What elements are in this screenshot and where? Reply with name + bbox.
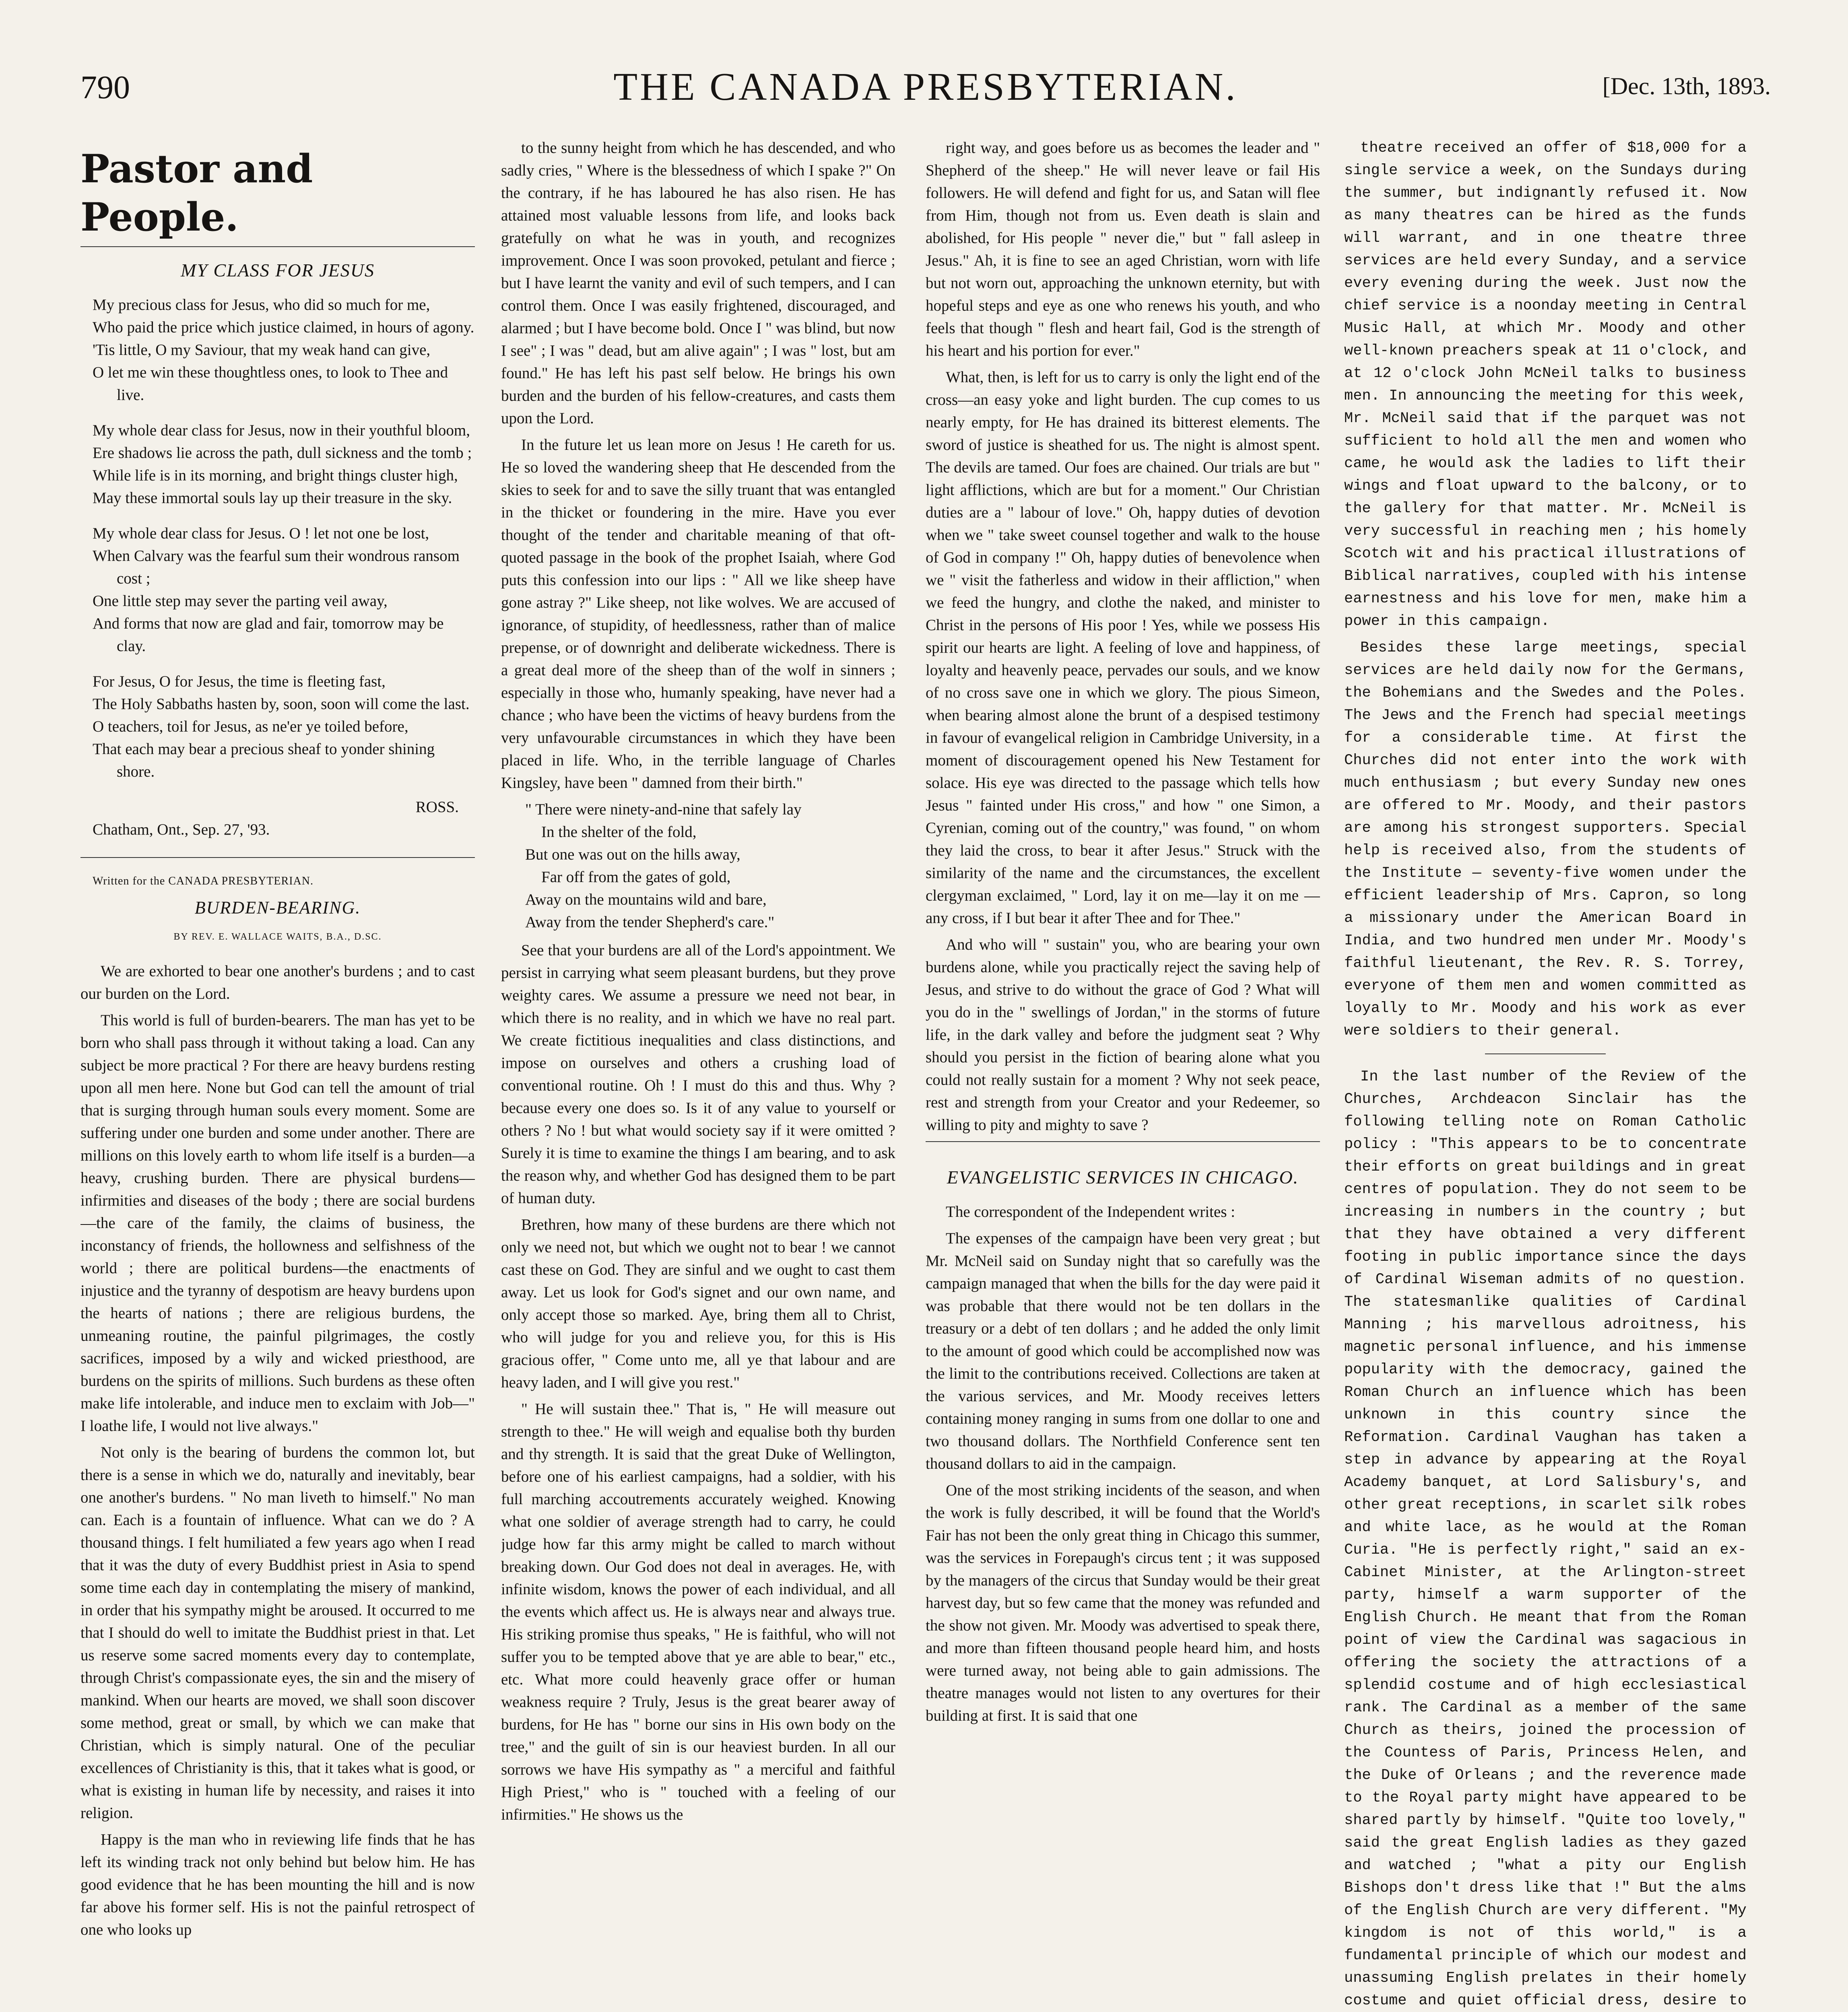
verse-quote — [501, 798, 895, 934]
poem-line: While life is in its morning, and bright things cluster high, — [93, 467, 458, 484]
column-1 — [80, 137, 475, 2012]
divider — [926, 1141, 1320, 1142]
column-3 — [926, 137, 1320, 2012]
verse-line: But one was out on the hills away, — [525, 846, 740, 863]
poem-place: Chatham, Ont., Sep. 27, '93. — [93, 821, 270, 838]
poem-body — [80, 294, 475, 783]
article-body — [1344, 137, 1747, 1042]
poem-line: One little step may sever the parting veil away, — [93, 592, 388, 610]
poem-line: My whole dear class for Jesus. O ! let not one be lost, — [93, 525, 429, 542]
verse-line: Far off from the gates of gold, — [541, 868, 731, 886]
paragraph: Happy is the man who in reviewing life finds that he has left its winding track not only behind but below him. He has good evidence that he has been mounting the hill and is now far above his former self. His is not the painful retrospect of one who looks up — [80, 1831, 475, 1938]
paragraph: See that your burdens are all of the Lord's appointment. We persist in carrying what seem pleasant burdens, but they prove weighty cares. We assume a pressure we need not bear, in which there is no reality, and in which we have no real part. We create fictitious inequalities and class distinctions, and impose on ourselves and others a crushing load of conventional routine. Oh ! I must do this and thus. Why ? because every one does so. Is it of any value to yourself or others ? No ! but what would society say if it were omitted ? Surely it is time to examine the things I am bearing, and to ask the reason why, and whether God has designed them to be part of human duty. — [501, 942, 895, 1207]
paragraph: " He will sustain thee." That is, " He will measure out strength to thee." He will weigh and equalise both thy burden and thy strength. It is said that the great Duke of Wellington, before one of his earliest campaigns, had a soldier, with his full marching accoutrements accurately weighed. Knowing what one soldier of average strength had to carry, he could judge how far this army might be called to march without breaking down. Our God does not deal in averages. He, with infinite wisdom, knows the power of each individual, and all the events which affect us. He is always near and always true. His striking promise thus speaks, " He is faithful, who will not suffer you to be tempted above that ye are able to bear," etc., etc. What more could heavenly grace offer or human weakness require ? Truly, Jesus is the great bearer away of burdens, for He has " borne our sins in His own body on the tree," and the guilt of sin is our heaviest burden. In all our sorrows we have His sympathy as " a merciful and faithful High Priest," who is " touched with a feeling of our infirmities." He shows us the — [501, 1400, 895, 1823]
written-for-note: Written for the CANADA PRESBYTERIAN. — [93, 875, 314, 887]
poem-line: The Holy Sabbaths hasten by, soon, soon will come the last. — [93, 695, 470, 713]
divider — [80, 857, 475, 858]
poem-stanza — [80, 670, 475, 783]
poem-line: O teachers, toil for Jesus, as ne'er ye toiled before, — [93, 718, 408, 735]
paragraph: In the future let us lean more on Jesus ! He careth for us. He so loved the wandering sheep that He descended from the skies to seek for and to save the silly truant that was entangled in the thicket or foundering in the mire. Have you ever thought of the tender and charitable meaning of that oft-quoted passage in the book of the prophet Isaiah, where God puts this confession into our lips : " All we like sheep have gone astray ?" Like sheep, not like wolves. We are accused of ignorance, of stupidity, of heedlessness, rather than of malice prepense, or of downright and deliberate wickedness. There is a great deal more of the sheep than of the wolf in sinners ; especially in those who, humanly speaking, have never had a chance ; who have been the victims of heavy burdens from the very unfavourable circumstances in which they have been placed in life. Who, in the terrible language of Charles Kingsley, have been " damned from their birth." — [501, 436, 895, 792]
paragraph: Not only is the bearing of burdens the common lot, but there is a sense in which we do, naturally and inevitably, bear one another's burdens. " No man liveth to himself." No man can. Each is a fountain of influence. What can we do ? A thousand things. I felt humiliated a few years ago when I read that it was the duty of every Buddhist priest in Asia to spend some time each day in contemplating the misery of mankind, in order that his sympathy might be aroused. It occurred to me that I should do well to imitate the Buddhist priest in that. Let us reserve some sacred moments every day to contemplate, through Christ's compassionate eyes, the sin and the misery of mankind. When our hearts are moved, we shall soon discover some method, great or small, by which we can make that Christian, which is simply natural. One of the peculiar excellences of Christianity is this, that it takes what is good, or what is existing in human life by necessity, and raises it into religion. — [80, 1444, 475, 1822]
poem-line: Ere shadows lie across the path, dull sickness and the tomb ; — [93, 444, 472, 462]
poem-line: For Jesus, O for Jesus, the time is fleeting fast, — [93, 673, 386, 690]
poem-stanza — [80, 294, 475, 406]
paragraph: to the sunny height from which he has descended, and who sadly cries, " Where is the blessedness of which I spake ?" On the contrary, if he has laboured he has also risen. He has attained most valuable lessons from life, and looks back gratefully on what he was in youth, and recognizes improvement. Once I was soon provoked, petulant and fierce ; but I have learnt the vanity and evil of such tempers, and I can control them. Once I was easily frightened, discouraged, and alarmed ; but I have become bold. Once I " was blind, but now I see" ; I was " dead, but am alive again" ; I was " lost, but am found." He has left his past self below. He brings his own burden and the burden of his fellow-creatures, and casts them upon the Lord. — [501, 139, 895, 427]
paragraph: The expenses of the campaign have been very great ; but Mr. McNeil said on Sunday night that so carefully was the campaign managed that when the bills for the day were paid it was probable that there would not be ten dollars in the treasury or a debt of ten dollars ; and he added the only limit to the amount of good which could be accomplished now was the limit to the contributions received. Collections are taken at the various services, and Mr. Moody receives letters containing money ranging in sums from one dollar to one and two thousand dollars. The Northfield Conference sent ten thousand dollars to aid in the campaign. — [926, 1230, 1320, 1472]
divider — [1485, 1053, 1606, 1054]
poem-line: My whole dear class for Jesus, now in their youthful bloom, — [93, 422, 470, 439]
article-byline: BY REV. E. WALLACE WAITS, B.A., D.SC. — [173, 932, 382, 942]
column-4 — [1344, 137, 1747, 2012]
divider — [80, 246, 475, 247]
verse-line: " There were ninety-and-nine that safely lay — [525, 801, 802, 818]
poem-stanza — [80, 419, 475, 509]
article-body — [80, 960, 475, 1941]
paragraph: This world is full of burden-bearers. The man has yet to be born who shall pass through it without taking a load. Can any subject be more practical ? For there are heavy burdens resting upon all men here. None but God can tell the amount of trial that is surging through human souls every moment. Some are suffering under one burden and some under another. There are millions on this lovely earth to whom life itself is a burden—a heavy, crushing burden. There are physical burdens—infirmities and diseases of the body ; there are social burdens—the care of the family, the claims of business, the inconstancy of friends, the hollowness and selfishness of the world ; there are political burdens—the enactments of injustice and the tyranny of despotism are heavy burdens upon the hearts of nations ; there are religious burdens, the unmeaning routine, the painful pilgrimages, the costly sacrifices, imposed by a wily and wicked priesthood, are burdens on the spirits of millions. Such burdens as these often make life intolerable, and induce men to exclaim with Job—" I loathe life, I would not live always." — [80, 1012, 475, 1435]
paragraph: In the last number of the Review of the Churches, Archdeacon Sinclair has the following telling note on Roman Catholic policy : "This appears to be to concentrate their efforts on great buildings and in great centres of population. They do not seem to be increasing in numbers in the country ; but that they have obtained a very different footing in public importance since the days of Cardinal Wiseman admits of no question. The statesmanlike qualities of Cardinal Manning ; his marvellous adroitness, his magnetic personal influence, and his immense popularity with the democracy, gained the Roman Church an influence which has been unknown in this country since the Reformation. Cardinal Vaughan has taken a step in advance by appearing at the Royal Academy banquet, at Lord Salisbury's, and other great receptions, in scarlet silk robes and white lace, as he would at the Roman Curia. "He is perfectly right," said an ex-Cabinet Minister, at the Arlington-street party, himself a warm supporter of the English Church. He meant that from the Roman point of view the Cardinal was sagacious in offering the society the attractions of a splendid costume and of high ecclesiastical rank. The Cardinal as a member of the same Church as theirs, joined the procession of the Countess of Paris, Princess Helen, and the Duke of Orleans ; and the reverence made to the Royal party might have appeared to be shared partly by himself. "Quite too lovely," said the great English ladies as they gazed and watched ; "what a pity our English Bishops don't dress like that !" But the alms of the English Church are very different. "My kingdom is not of this world," is a fundamental principle of which our modest and unassuming English prelates in their homely costume and quiet official dress, desire to — [1344, 1068, 1747, 2009]
article-body — [501, 137, 895, 794]
poem-line: May these immortal souls lay up their treasure in the sky. — [93, 489, 452, 507]
paragraph: And who will " sustain" you, who are bearing your own burdens alone, while you practically reject the saving help of Jesus, and strive to do without the grace of God ? What will you do in the " swellings of Jordan," in the storms of future life, in the dark valley and before the judgment seat ? Why should you persist in the fiction of bearing alone what you could not really sustain for a moment ? Why not seek peace, rest and strength from your Creator and your Redeemer, so willing to pity and mighty to save ? — [926, 936, 1320, 1134]
article-title: EVANGELISTIC SERVICES IN CHICAGO. — [947, 1167, 1299, 1187]
poem-stanza — [80, 522, 475, 658]
issue-date: [Dec. 13th, 1893. — [1602, 73, 1771, 99]
paragraph: The correspondent of the Independent writes : — [946, 1203, 1235, 1220]
page-number: 790 — [80, 69, 130, 105]
poem-line: That each may bear a precious sheaf to yonder shining shore. — [93, 740, 435, 780]
paragraph: theatre received an offer of $18,000 for a single service a week, on the Sundays during the summer, but indignantly refused it. Now as many theatres can be hired as the funds will warrant, and in one theatre three services are held every Sunday, and a service every evening during the week. Just now the chief service is a noonday meeting in Central Music Hall, at which Mr. Moody and other well-known preachers speak at 11 o'clock, and at 12 o'clock John McNeil talks to business men. In announcing the meeting for this week, Mr. McNeil said that if the parquet was not sufficient to hold all the men and women who came, he would ask the ladies to lift their wings and float upward to the balcony, or to the gallery for that matter. Mr. McNeil is very successful in reaching men ; his homely Scotch wit and his practical illustrations of Biblical narratives, coupled with his intense earnestness and his love for men, make him a power in this campaign. — [1344, 140, 1747, 630]
poem-line: When Calvary was the fearful sum their wondrous ransom cost ; — [93, 547, 460, 587]
poem-line: Who paid the price which justice claimed, in hours of agony. — [93, 319, 474, 336]
article-body — [926, 1201, 1320, 1727]
poem-line: O let me win these thoughtless ones, to look to Thee and live. — [93, 364, 448, 404]
section-title: Pastor and People. — [80, 146, 313, 240]
page-header — [80, 60, 1771, 141]
poem-signature: ROSS. — [415, 798, 459, 816]
article-body — [501, 939, 895, 1826]
article-body — [1344, 1066, 1747, 2012]
article-body — [926, 137, 1320, 1136]
paragraph: One of the most striking incidents of the season, and when the work is fully described, it will be found that the World's Fair has not been the only great thing in Chicago this summer, was the services in Forepaugh's circus tent ; it was supposed by the managers of the circus that Sunday would be their great harvest day, but so few came that the money was refunded and the show not given. Mr. Moody was advertised to speak there, and more than fifteen thousand people heard him, and hosts were turned away, not being able to gain admissions. The theatre manages would not listen to any overtures for their building at first. It is said that one — [926, 1482, 1320, 1724]
verse-line: In the shelter of the fold, — [541, 823, 697, 841]
column-2 — [501, 137, 895, 2012]
paragraph: We are exhorted to bear one another's burdens ; and to cast our burden on the Lord. — [80, 963, 475, 1002]
poem-line: 'Tis little, O my Saviour, that my weak hand can give, — [93, 341, 431, 359]
article-title: BURDEN-BEARING. — [194, 898, 361, 917]
paragraph: Besides these large meetings, special services are held daily now for the Germans, the Bohemians and the Swedes and the Poles. The Jews and the French had special meetings for a considerable time. At first the Churches did not enter into the work with much enthusiasm ; but every Sunday new ones are offered to Mr. Moody, and their pastors are among his strongest supporters. Special help is received also, from the students of the Institute — seventy-five women under the efficient leadership of Mrs. Capron, so long a missionary under the American Board in India, and two hundred men under Mr. Moody's faithful lieutenant, the Rev. R. S. Torrey, everyone of them men and women committed as loyally to Mr. Moody and his work as ever were soldiers to their general. — [1344, 639, 1747, 1039]
verse-line: Away on the mountains wild and bare, — [525, 891, 767, 908]
poem-line: My precious class for Jesus, who did so much for me, — [93, 296, 430, 313]
paragraph: Brethren, how many of these burdens are there which not only we need not, but which we ought not to bear ! we cannot cast these on God. They are sinful and we ought to cast them away. Let us look for God's signet and our own name, and only accept those so marked. Aye, bring them all to Christ, who will judge for you and relieve you, for this is His gracious offer, " Come unto me, all ye that labour and are heavy laden, and I will give you rest." — [501, 1216, 895, 1391]
paragraph: What, then, is left for us to carry is only the light end of the cross—an easy yoke and light burden. The cup comes to us nearly empty, for He has drained its bitterest elements. The sword of justice is sheathed for us. The night is almost spent. The devils are tamed. Our foes are chained. Our trials are but " light afflictions, which are but for a moment." Our Christian duties are a " labour of love." Oh, happy duties of devotion when we " take sweet counsel together and walk to the house of God in company !" Oh, happy duties of benevolence when we " visit the fatherless and widow in their affliction," when we feed the hungry, and clothe the naked, and minister to Christ in the persons of His poor ! Yes, while we possess His spirit our hearts are light. A feeling of love and happiness, of loyalty and heavenly peace, pervades our souls, and we know of no cross save one in which we glory. The pious Simeon, when bearing almost alone the brunt of a despised testimony in favour of evangelical religion in Cambridge University, in a moment of discouragement opened his New Testament for solace. His eye was directed to the passage which tells how Jesus " fainted under His cross," and how " one Simon, a Cyrenian, coming out of the country," was found, " on whom they laid the cross, to bear it after Jesus." Struck with the similarity of the name and the circumstances, the excellent clergyman exclaimed, " Lord, lay it on me—lay it on me — any cross, if I but bear it after Thee and for Thee." — [926, 369, 1320, 927]
poem-title: MY CLASS FOR JESUS — [181, 260, 375, 280]
paragraph: right way, and goes before us as becomes the leader and " Shepherd of the sheep." He will never leave or fail His followers. He will defend and fight for us, and Satan will flee from Him, though not from us. Even death is slain and abolished, for His people " never die," but " fall asleep in Jesus." Ah, it is fine to see an aged Christian, worn with life but not worn out, approaching the unknown eternity, but with hopeful steps and eye as one who renews his youth, and who feels that though " flesh and heart fail, God is the strength of his heart and his portion for ever." — [926, 139, 1320, 359]
poem-line: And forms that now are glad and fair, tomorrow may be clay. — [93, 615, 444, 655]
verse-line: Away from the tender Shepherd's care." — [525, 913, 775, 931]
masthead: THE CANADA PRESBYTERIAN. — [613, 65, 1238, 109]
